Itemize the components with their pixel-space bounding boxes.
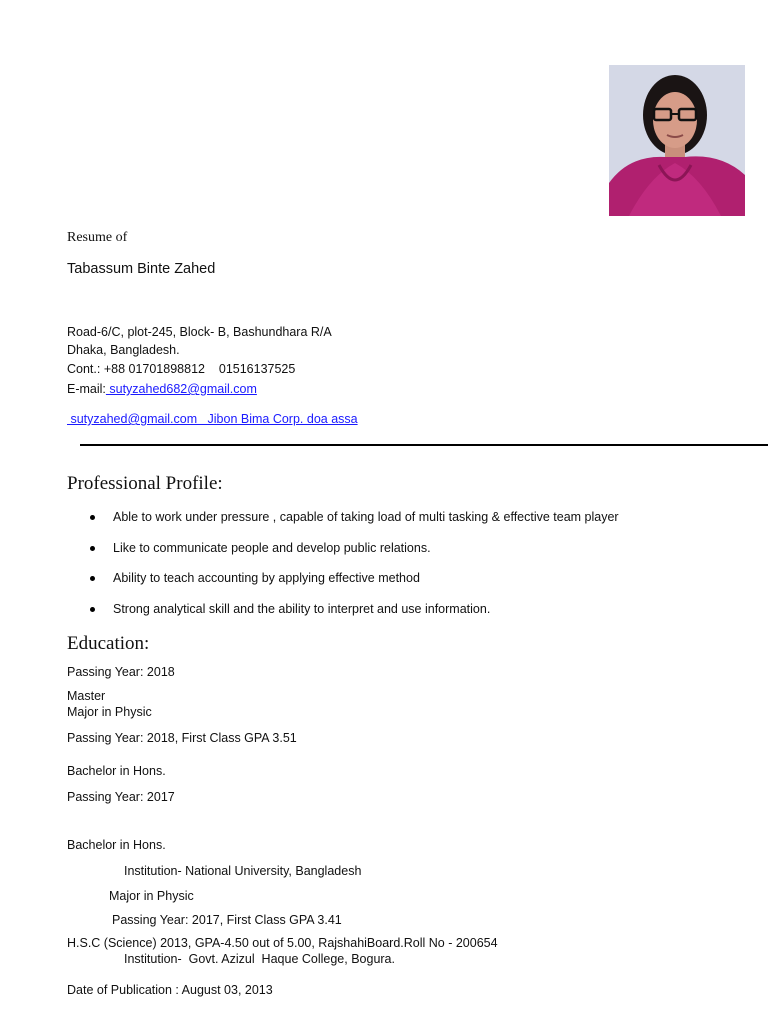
passing-year-2018: Passing Year: 2018	[67, 665, 175, 679]
email-link-1[interactable]: sutyzahed682@gmail.com	[105, 382, 257, 396]
list-item	[90, 602, 619, 633]
profile-list	[90, 510, 619, 632]
institution-national-university: Institution- National University, Bangladesh	[124, 864, 362, 878]
bullet-icon	[90, 515, 95, 520]
bullet-icon	[90, 576, 95, 581]
list-item-text: Able to work under pressure , capable of taking load of multi tasking & effective team player	[113, 510, 619, 524]
passing-year-2017-gpa: Passing Year: 2017, First Class GPA 3.41	[112, 913, 342, 927]
email-label: E-mail:	[67, 382, 106, 396]
major-physic-2: Major in Physic	[109, 889, 194, 903]
list-item-text: Like to communicate people and develop public relations.	[113, 540, 431, 555]
degree-master: Master	[67, 689, 106, 703]
degree-bachelor-1: Bachelor in Hons.	[67, 764, 166, 778]
passing-year-2018-gpa: Passing Year: 2018, First Class GPA 3.51	[67, 731, 297, 745]
hsc-result: H.S.C (Science) 2013, GPA-4.50 out of 5.00, RajshahiBoard.Roll No - 200654	[67, 936, 498, 950]
profile-heading: Professional Profile:	[67, 473, 223, 494]
resume-of-label: Resume of	[67, 230, 128, 245]
list-item	[90, 541, 619, 572]
address-line-2: Dhaka, Bangladesh.	[67, 343, 180, 357]
major-physic: Major in Physic	[67, 705, 152, 719]
passing-year-2017: Passing Year: 2017	[67, 790, 175, 804]
degree-bachelor-2: Bachelor in Hons.	[67, 838, 166, 852]
portrait-image	[609, 65, 745, 216]
list-item-text: Strong analytical skill and the ability to interpret and use information.	[113, 601, 491, 616]
address-line-1: Road-6/C, plot-245, Block- B, Bashundhara R/A	[67, 325, 332, 339]
list-item	[90, 571, 619, 602]
section-divider	[80, 444, 768, 446]
list-item-text: Ability to teach accounting by applying effective method	[113, 571, 420, 585]
publication-date: Date of Publication : August 03, 2013	[67, 983, 273, 997]
institution-college: Institution- Govt. Azizul Haque College, Bogura.	[124, 952, 395, 966]
candidate-name: Tabassum Binte Zahed	[67, 261, 216, 277]
email-link-2[interactable]: sutyzahed@gmail.com Jibon Bima Corp. doa assa	[67, 412, 358, 426]
education-heading: Education:	[67, 633, 150, 654]
bullet-icon	[90, 546, 95, 551]
phone-numbers: Cont.: +88 01701898812 01516137525	[67, 362, 296, 376]
profile-photo	[609, 65, 745, 216]
email-row	[67, 382, 257, 396]
bullet-icon	[90, 607, 95, 612]
list-item	[90, 510, 619, 541]
